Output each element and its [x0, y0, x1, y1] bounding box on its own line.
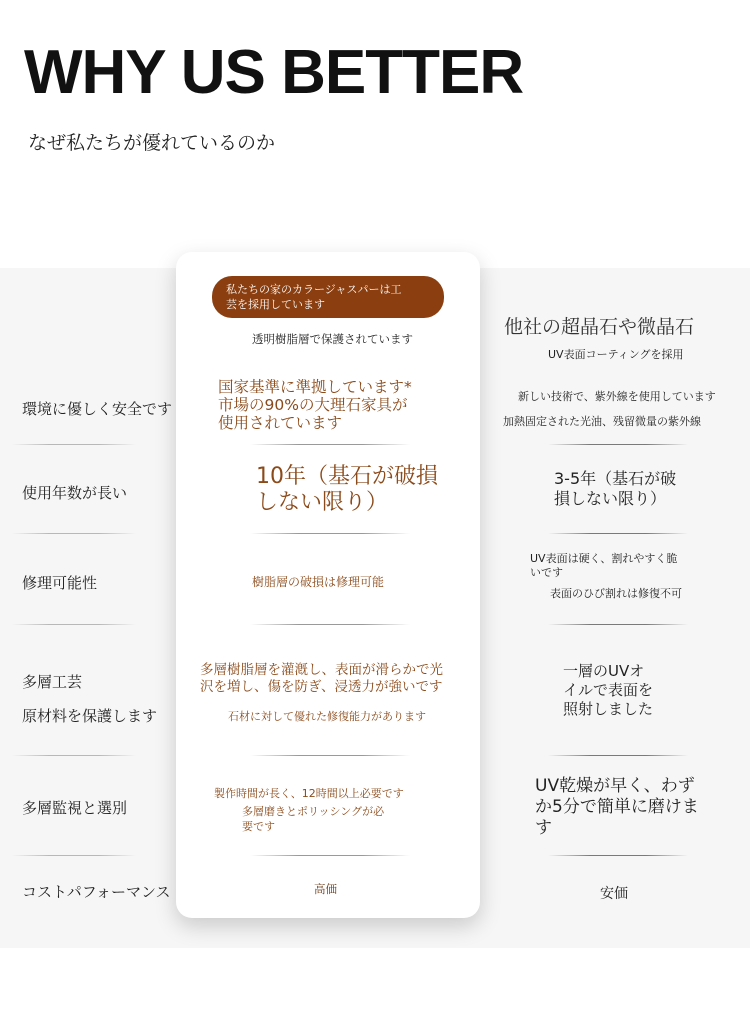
row-divider [12, 755, 136, 756]
row-label-lifespan [22, 482, 127, 503]
row-label-line: 修理可能性 [22, 574, 98, 592]
theirs-line: か5分で簡単に磨けま [535, 797, 699, 817]
theirs-line: イルで表面を [563, 681, 654, 699]
theirs-inspection [535, 776, 699, 839]
our-product-badge [212, 276, 444, 318]
row-label-line: コストパフォーマンス [22, 883, 171, 901]
ours-line: 国家基準に準拠しています* [218, 378, 412, 396]
ours-line: 10年（基石が破損 [256, 464, 438, 489]
theirs-line: 一層のUVオ [563, 662, 645, 680]
page-subtitle: なぜ私たちが優れているのか [28, 132, 276, 154]
ours-line: 多層樹脂層を灌漑し、表面が滑らかで光 [200, 662, 443, 678]
ours-multilayer-craft [200, 662, 443, 696]
theirs-lifespan [554, 469, 676, 509]
theirs-cost-performance: 安価 [600, 886, 628, 902]
theirs-eco-safe-line: 加熱固定された光油、残留微量の紫外線 [503, 415, 701, 428]
ours-line: 沢を増し、傷を防ぎ、浸透力が強いです [200, 679, 443, 695]
row-label-cost-performance [22, 881, 171, 902]
ours-line: 多層磨きとポリッシングが必 [242, 805, 385, 818]
row-divider [548, 855, 688, 856]
row-label-repairability [22, 572, 97, 593]
row-label-line: 使用年数が長い [22, 484, 128, 502]
ours-line: 市場の90%の大理石家具が [218, 396, 408, 414]
theirs-line: 損しない限り） [554, 489, 667, 508]
ours-line: しない限り） [256, 490, 389, 515]
row-label-line: 多層監視と選別 [22, 799, 128, 817]
competitor-note: UV表面コーティングを採用 [548, 348, 684, 361]
theirs-line: 照射しました [563, 700, 654, 718]
row-label-inspection [22, 797, 127, 818]
ours-lifespan [256, 464, 438, 516]
theirs-repairability-line: 表面のひび割れは修復不可 [550, 587, 682, 600]
theirs-multilayer-craft [563, 662, 653, 719]
row-divider [250, 533, 410, 534]
theirs-repairability [530, 552, 677, 580]
row-divider [250, 624, 410, 625]
page-title: WHY US BETTER [24, 38, 524, 107]
theirs-line: UV乾燥が早く、わず [535, 776, 695, 796]
ours-line: 要です [242, 820, 275, 833]
our-product-note: 透明樹脂層で保護されています [252, 332, 413, 346]
row-divider [12, 444, 136, 445]
ours-inspection-line: 製作時間が長く、12時間以上必要です [214, 787, 404, 800]
theirs-line: UV表面は硬く、割れやすく脆 [530, 552, 678, 565]
row-divider [548, 755, 688, 756]
badge-line: 私たちの家のカラージャスパーは工 [226, 283, 402, 296]
badge-line: 芸を採用しています [226, 298, 325, 311]
ours-eco-safe [218, 378, 412, 432]
row-label-line: 原材料を保護します [22, 707, 158, 725]
row-divider [250, 444, 410, 445]
row-divider [12, 624, 136, 625]
row-label-line: 環境に優しく安全です [22, 400, 173, 418]
theirs-line: いです [530, 566, 563, 579]
ours-multilayer-craft-line: 石材に対して優れた修復能力があります [228, 710, 426, 723]
ours-cost-performance: 高価 [314, 882, 337, 896]
ours-inspection [242, 804, 384, 834]
theirs-eco-safe-line: 新しい技術で、紫外線を使用しています [518, 390, 716, 403]
row-divider [548, 444, 688, 445]
row-divider [548, 533, 688, 534]
ours-line: 使用されています [218, 414, 343, 432]
row-label-line: 多層工芸 [22, 673, 83, 691]
row-divider [548, 624, 688, 625]
row-label-multilayer-craft [22, 665, 157, 733]
ours-repairability: 樹脂層の破損は修理可能 [252, 575, 385, 589]
row-divider [12, 855, 136, 856]
theirs-line: 3-5年（基石が破 [554, 469, 677, 488]
competitor-title: 他社の超晶石や微晶石 [504, 316, 695, 338]
row-divider [12, 533, 136, 534]
theirs-line: す [535, 818, 552, 838]
row-divider [250, 755, 410, 756]
row-label-eco-safe [22, 398, 172, 419]
row-divider [250, 855, 410, 856]
